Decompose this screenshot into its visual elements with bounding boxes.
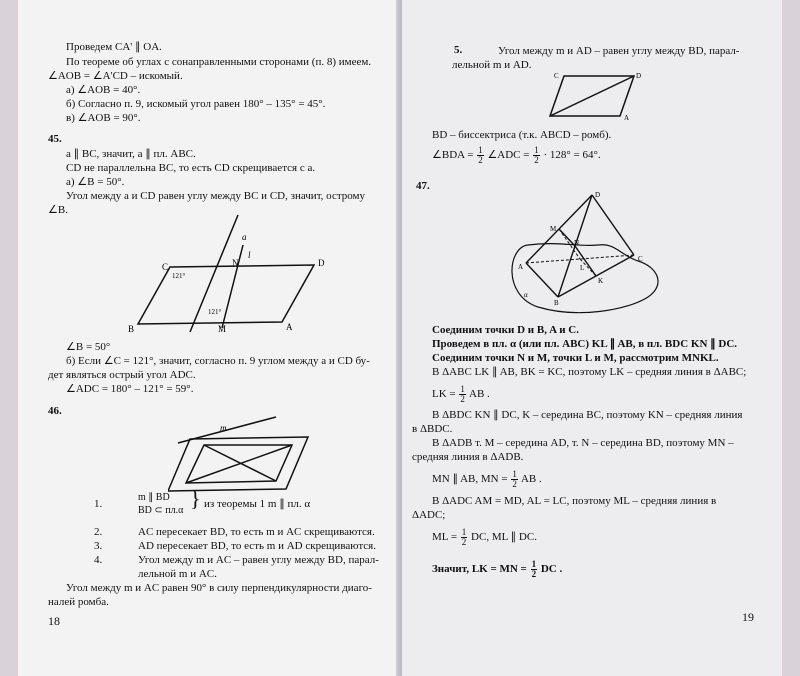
formula bbox=[432, 528, 537, 547]
frac-den: 2 bbox=[478, 155, 483, 165]
fraction bbox=[531, 560, 538, 579]
fig-label: B bbox=[128, 324, 135, 334]
text-line: Угол между m и AC – равен углу между BD, парал- bbox=[138, 554, 379, 566]
list-number: 1. bbox=[94, 498, 103, 510]
frac-den: 2 bbox=[531, 569, 537, 579]
brace-glyph: } bbox=[190, 486, 201, 511]
text-line: m ∥ BD bbox=[138, 492, 170, 503]
text-line: AD пересекает BD, то есть m и AD скрещиваются. bbox=[138, 540, 376, 552]
text-line: BD – биссектриса (т.к. ABCD – ромб). bbox=[432, 129, 612, 141]
fraction bbox=[477, 146, 484, 165]
right-page bbox=[402, 0, 782, 676]
left-page bbox=[18, 0, 402, 676]
frac-num: 1 bbox=[460, 384, 465, 394]
text-line: В ΔBDC KN ∥ DC, K – середина BC, поэтому KN – средняя линия bbox=[432, 409, 743, 421]
frac-den: 2 bbox=[534, 155, 539, 165]
fig-label: a bbox=[242, 232, 247, 242]
rhombus-figure bbox=[542, 70, 652, 122]
fig-label: K bbox=[598, 277, 604, 285]
text-line: ∠AOB = ∠A'CD – искомый. bbox=[48, 70, 183, 82]
formula-part: DC . bbox=[540, 563, 563, 576]
list-number: 4. bbox=[94, 554, 103, 566]
text-line: В ΔABC LK ∥ AB, BK = KC, поэтому LK – средняя линия в ΔABC; bbox=[432, 366, 747, 378]
fig-label: D bbox=[318, 258, 325, 268]
text-line: CD не параллельна BC, то есть CD скрещивается с a. bbox=[66, 162, 316, 174]
text-line: В ΔADB т. M – середина AD, т. N – середина BD, поэтому MN – bbox=[432, 437, 734, 449]
fig-label: N bbox=[574, 239, 580, 247]
text-line: б) Если ∠C = 121°, значит, согласно п. 9 углом между a и CD бу- bbox=[66, 355, 370, 367]
fig-label: l bbox=[248, 250, 251, 260]
fig-label: 121° bbox=[172, 272, 186, 280]
text-line: ∠B = 50° bbox=[66, 341, 111, 353]
text-line: б) Согласно п. 9, искомый угол равен 180° – 135° = 45°. bbox=[66, 98, 326, 110]
fig-label: C bbox=[162, 262, 169, 272]
formula-part: LK = bbox=[432, 388, 456, 401]
fig-label: m bbox=[220, 423, 227, 433]
fig-label: N bbox=[232, 258, 239, 268]
fig-label: D bbox=[595, 191, 601, 199]
fig-label: M bbox=[550, 225, 557, 233]
fraction bbox=[459, 385, 466, 404]
text-line: из теоремы 1 m ∥ пл. α bbox=[204, 498, 311, 510]
frac-num: 1 bbox=[512, 469, 517, 479]
text-line: ΔADC; bbox=[412, 509, 446, 521]
text-line: BD ⊂ пл.α bbox=[138, 505, 184, 516]
formula-part: ∠ADC = bbox=[487, 149, 530, 162]
text-line: Проведем CA' ∥ OA. bbox=[66, 41, 162, 53]
text-line: лельной m и AD. bbox=[452, 59, 532, 71]
formula-part: DC, ML ∥ DC. bbox=[471, 531, 537, 544]
frac-num: 1 bbox=[534, 145, 539, 155]
formula-part: MN ∥ AB, MN = bbox=[432, 473, 508, 486]
text-line: в) ∠AOB = 90°. bbox=[66, 112, 141, 124]
text-line: лельной m и AC. bbox=[138, 568, 217, 580]
formula bbox=[432, 470, 542, 489]
frac-num: 1 bbox=[478, 145, 483, 155]
text-line: в ΔBDC. bbox=[412, 423, 453, 435]
problem-number: 5. bbox=[454, 44, 463, 56]
formula bbox=[432, 560, 562, 579]
text-line: a ∥ BC, значит, a ∥ пл. ABC. bbox=[66, 148, 196, 160]
text-line: ∠B. bbox=[48, 204, 68, 216]
formula bbox=[432, 146, 601, 165]
text-line: Угол между a и CD равен углу между BC и CD, значит, острому bbox=[66, 190, 366, 202]
text-line: Угол между m и AC равен 90° в силу перпендикулярности диаго- bbox=[66, 582, 372, 594]
fig-label: α bbox=[524, 291, 528, 299]
fig-label: C bbox=[554, 72, 559, 80]
page-number: 18 bbox=[48, 614, 60, 628]
formula-part: ∠BDA = bbox=[432, 149, 474, 162]
fraction bbox=[461, 528, 468, 547]
fraction bbox=[511, 470, 518, 489]
text-line: дет являться острый угол ADC. bbox=[48, 369, 196, 381]
text-line: Проведем в пл. α (или пл. ABC) KL ∥ AB, в пл. BDC KN ∥ DC. bbox=[432, 338, 738, 350]
frac-den: 2 bbox=[461, 537, 467, 547]
formula-part: AB . bbox=[469, 388, 490, 401]
text-line: налей ромба. bbox=[48, 596, 109, 608]
text-line: а) ∠AOB = 40°. bbox=[66, 84, 141, 96]
fig-label: L bbox=[580, 264, 585, 272]
fig-label: 121° bbox=[208, 308, 222, 316]
formula-part: · 128° = 64°. bbox=[543, 149, 601, 162]
tetrahedron-figure bbox=[498, 185, 668, 320]
fig-label: A bbox=[624, 114, 630, 122]
text-line: Соединим точки D и B, A и C. bbox=[432, 324, 579, 336]
text-line: AC пересекает BD, то есть m и AC скрещиваются. bbox=[138, 526, 375, 538]
fig-label: D bbox=[636, 72, 642, 80]
frac-den: 2 bbox=[512, 479, 517, 489]
problem-number: 45. bbox=[48, 133, 62, 145]
formula-part: Значит, LK = MN = bbox=[432, 563, 527, 576]
list-number: 3. bbox=[94, 540, 103, 552]
frac-num: 1 bbox=[461, 527, 467, 537]
fig-label: C bbox=[638, 255, 643, 263]
parallelogram-figure bbox=[118, 210, 358, 335]
fig-label: B bbox=[554, 299, 559, 307]
text-line: Соединим точки N и M, точки L и M, рассмотрим MNKL. bbox=[432, 352, 719, 364]
formula-part: ML = bbox=[432, 531, 458, 544]
frac-num: 1 bbox=[531, 559, 537, 569]
page-number: 19 bbox=[742, 610, 754, 624]
text-line: В ΔADC AM = MD, AL = LC, поэтому ML – средняя линия в bbox=[432, 495, 717, 507]
problem-number: 46. bbox=[48, 405, 62, 417]
rhombus-figure bbox=[168, 415, 328, 495]
problem-number: 47. bbox=[416, 180, 430, 192]
formula bbox=[432, 385, 490, 404]
text-line: ∠ADC = 180° – 121° = 59°. bbox=[66, 383, 194, 395]
list-number: 2. bbox=[94, 526, 103, 538]
frac-den: 2 bbox=[460, 394, 465, 404]
formula-part: AB . bbox=[520, 473, 542, 486]
text-line: средняя линия в ΔADB. bbox=[412, 451, 524, 463]
fraction bbox=[533, 146, 540, 165]
fig-label: M bbox=[218, 324, 227, 334]
text-line: Угол между m и AD – равен углу между BD, парал- bbox=[498, 45, 740, 57]
fig-label: A bbox=[518, 263, 524, 271]
text-line: По теореме об углах с сонаправленными сторонами (п. 8) имеем. bbox=[66, 56, 372, 68]
text-line: а) ∠B = 50°. bbox=[66, 176, 125, 188]
fig-label: A bbox=[286, 322, 293, 332]
